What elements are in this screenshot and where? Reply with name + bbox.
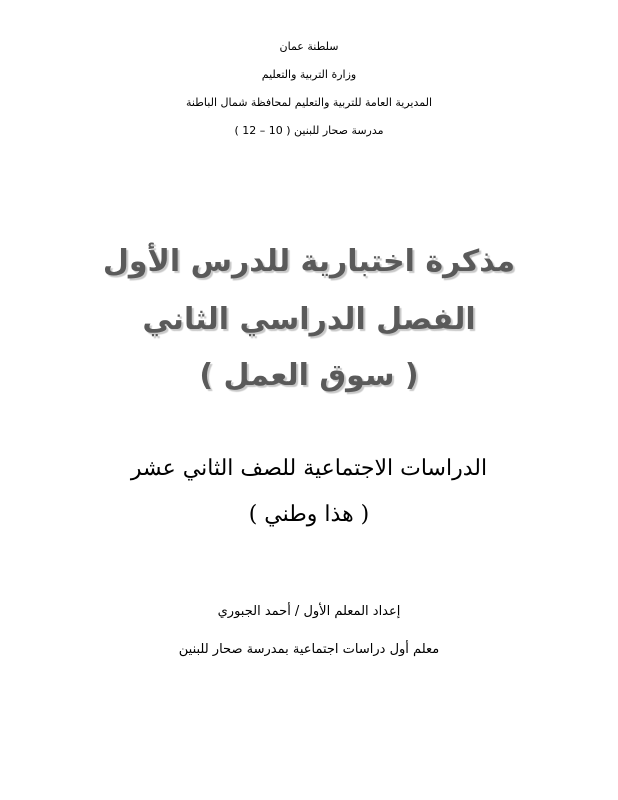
author-prepared-by: إعداد المعلم الأول / أحمد الجبوري [217, 604, 401, 619]
subject-line-2: ( هذا وطني ) [248, 502, 370, 527]
author-role: معلم أول دراسات اجتماعية بمدرسة صحار للبنين [178, 642, 440, 657]
header-country: سلطنة عمان [279, 40, 339, 53]
title-line-3: ( سوق العمل ) [199, 358, 419, 393]
title-line-2: الفصل الدراسي الثاني [142, 302, 476, 337]
header-directorate: المديرية العامة للتربية والتعليم لمحافظة شمال الباطنة [185, 96, 433, 109]
subject-line-1: الدراسات الاجتماعية للصف الثاني عشر [130, 456, 488, 481]
title-line-1: مذكرة اختبارية للدرس الأول [102, 244, 516, 279]
header-school: مدرسة صحار للبنين ( 10 – 12 ) [234, 124, 384, 137]
header-ministry: وزارة التربية والتعليم [261, 68, 357, 81]
